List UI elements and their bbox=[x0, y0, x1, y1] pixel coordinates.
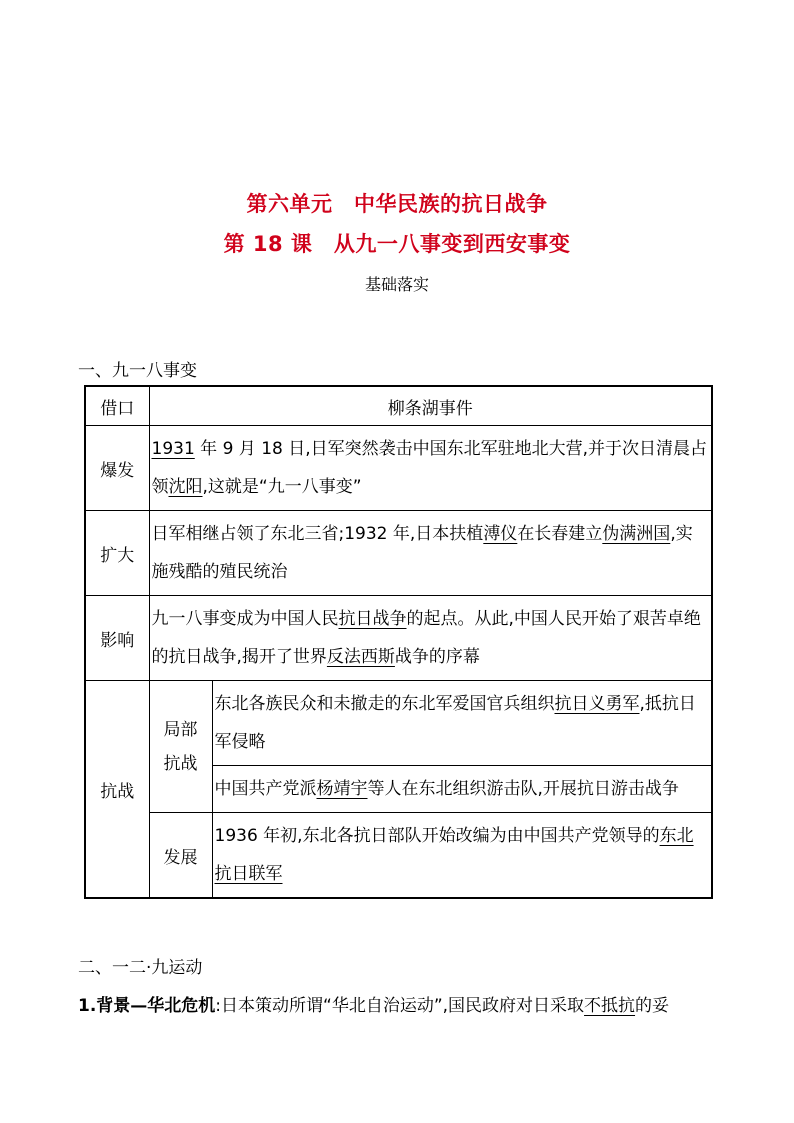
expand-content bbox=[149, 511, 712, 596]
text-span: 东北各族民众和未撤走的东北军爱国官兵组织 bbox=[214, 694, 555, 714]
text-span: 1936 年初,东北各抗日部队开始改编为由中国共产党领导的 bbox=[214, 826, 660, 846]
answer-blank: 不抵抗 bbox=[584, 996, 636, 1016]
impact-content bbox=[149, 596, 712, 681]
paragraph-heading: 1.背景—华北危机 bbox=[78, 996, 216, 1016]
answer-blank: 沈阳 bbox=[168, 477, 203, 497]
text-span: 的妥 bbox=[635, 996, 670, 1016]
answer-blank: 伪满洲国 bbox=[602, 524, 671, 544]
text-span: 局部 bbox=[163, 719, 198, 740]
text-span: 的起点。从此,中国人民开始了艰苦卓绝的抗日战争,揭开了世界 bbox=[151, 609, 701, 667]
table-row bbox=[85, 511, 712, 596]
text-span: 日军相继占领了东北三省;1932 年,日本扶植 bbox=[151, 524, 484, 544]
text-span: 战争的序幕 bbox=[394, 647, 480, 667]
text-span: ,实施残酷的殖民统治 bbox=[151, 524, 693, 582]
background-paragraph bbox=[78, 992, 718, 1020]
table-row bbox=[85, 596, 712, 681]
answer-blank: 抗日战争 bbox=[338, 609, 407, 629]
text-span: :日本策动所谓“华北自治运动”,国民政府对日采取 bbox=[215, 996, 585, 1016]
text-span: 等人在东北组织游击队,开展抗日游击战争 bbox=[367, 779, 679, 799]
text-span: 九一八事变成为中国人民 bbox=[151, 609, 339, 629]
answer-blank: 杨靖宇 bbox=[316, 779, 368, 799]
resist-row1-content bbox=[212, 681, 712, 766]
table-row bbox=[85, 813, 712, 899]
text-span: 年 9 月 18 日,日军突然袭击中国东北军驻地北大营,并于次日清晨占领 bbox=[151, 439, 708, 497]
answer-blank: 抗日义勇军 bbox=[554, 694, 640, 714]
row-label-resist: 抗战 bbox=[85, 681, 149, 899]
develop-label: 发展 bbox=[149, 813, 212, 899]
outbreak-content bbox=[149, 426, 712, 511]
text-span: ,抵抗日军侵略 bbox=[214, 694, 696, 752]
text-span: 在长春建立 bbox=[517, 524, 603, 544]
resist-row2-content bbox=[212, 766, 712, 813]
row-label-expand: 扩大 bbox=[85, 511, 149, 596]
row-label-impact: 影响 bbox=[85, 596, 149, 681]
incident-table bbox=[84, 385, 713, 899]
text-span: 中国共产党派 bbox=[214, 779, 317, 799]
resist-row3-content bbox=[212, 813, 712, 899]
row-label-excuse: 借口 bbox=[85, 386, 149, 426]
excuse-value: 柳条湖事件 bbox=[149, 386, 712, 426]
section-heading-2: 二、一二·九运动 bbox=[78, 958, 203, 978]
unit-title: 第六单元 中华民族的抗日战争 bbox=[246, 192, 548, 216]
answer-blank: 溥仪 bbox=[483, 524, 518, 544]
table-row bbox=[85, 386, 712, 426]
answer-blank: 1931 bbox=[151, 439, 195, 459]
local-resist-label bbox=[149, 681, 212, 813]
section-heading-1: 一、九一八事变 bbox=[78, 361, 197, 381]
row-label-outbreak: 爆发 bbox=[85, 426, 149, 511]
answer-blank: 反法西斯 bbox=[326, 647, 395, 667]
text-span: 抗战 bbox=[163, 753, 198, 774]
answer-blank: 东北抗日联军 bbox=[214, 826, 694, 884]
lesson-title: 第 18 课 从九一八事变到西安事变 bbox=[223, 232, 571, 256]
text-span: ,这就是“九一八事变” bbox=[202, 477, 362, 497]
table-row bbox=[85, 681, 712, 766]
subtitle: 基础落实 bbox=[364, 275, 429, 294]
table-row bbox=[85, 426, 712, 511]
